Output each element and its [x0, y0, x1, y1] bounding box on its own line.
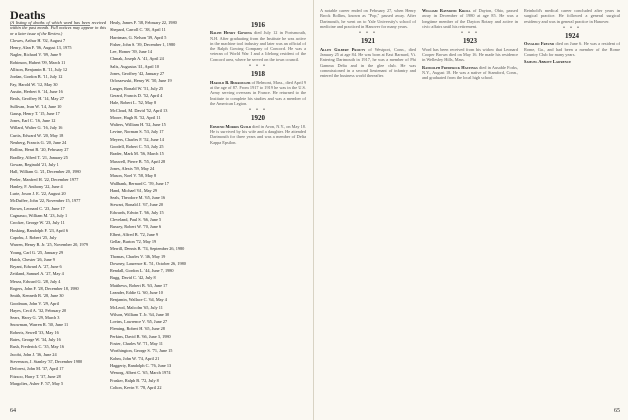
death-list-item: Cleveland, Paul S. '66, June 5: [110, 217, 162, 223]
death-list-item: Walters, William H. '52, June 15: [110, 122, 166, 128]
obituary-column-1924: Reinhold's medical career concluded after years in surgical practice. He followed a general surgical residency and was in general practice in Hanover. • • • 1924 Osvaldo Freund died on June 6. He was a resident of Rome, Ga., and had been a member of the Rome Country Club for many years. Samuel Abbott Lawrence: [524, 8, 620, 65]
death-list-item: Rogers, John F. '28, December 18, 1980: [10, 285, 79, 291]
obituary-name: Allen Gilbert Prouty: [320, 46, 366, 52]
death-list-item: McCloud, M. David '52, April 13: [110, 107, 168, 113]
death-list-item: Warren, Henry B. Jr. '25, November 20, 1979: [10, 242, 88, 248]
year-heading: 1921: [361, 37, 375, 46]
death-list-item: Brown, Leonard C. '23, June 17: [10, 205, 65, 211]
death-list-item: Harriman, G. Nelson '39, April 5: [110, 34, 167, 40]
death-list-item: Thomas, Charles V. '46, May 19: [110, 253, 166, 259]
death-list-item: Haggerty, Randolph C. '76, June 13: [110, 362, 172, 368]
death-list-item: Fitzsoo, Harry T. '37, June 28: [10, 373, 61, 379]
death-list-item: Levine, Norman S. '53, July 17: [110, 129, 164, 135]
death-list-item: Orloszewski, Henry W. '50, June 19: [110, 78, 172, 84]
death-list-item: Shepard, Carroll C. '38, April 11: [110, 27, 166, 33]
death-list-item: Frasker, Ralph B. '72, July 8: [110, 377, 159, 383]
death-list-item: Stewart, Ronald J. '67, June 20: [110, 202, 164, 208]
death-list-item: Beals, Geoffrey H. '14, May 27: [10, 96, 64, 102]
death-list-column: [10, 20, 106, 402]
death-list-item: Hall, William G. '21, December 20, 1980: [10, 169, 81, 175]
death-list-item: Goodell, Robert C. '53, July 25: [110, 144, 164, 150]
death-list-item: Mason, Noel V. '58, May 8: [110, 173, 157, 179]
death-list-item: Elbert, Alfred B. '72, June 9: [110, 231, 159, 237]
obituary-name: Samuel Abbott Lawrence: [524, 59, 572, 65]
death-list-item: Gellar, Burton '72, May 19: [110, 238, 157, 244]
death-list-item: Young, Carl G. '25, January 29: [10, 249, 64, 255]
death-list-item: McLeod, Malcolm '65, July 11: [110, 304, 163, 310]
death-list-item: Benjamin, Wallace C. '64, May 4: [110, 297, 167, 303]
death-list-item: Hosking, Randolph F. '23, April 6: [10, 227, 68, 233]
divider: • • •: [563, 25, 581, 31]
year-heading: 1920: [251, 114, 265, 123]
death-list-item: Gausp, Henry T. '15, June 17: [10, 110, 60, 116]
obituary-name: Edmund Morris Guild: [210, 123, 251, 129]
death-list-continued: [110, 20, 206, 390]
year-heading: 1923: [463, 37, 477, 46]
year-heading: 1918: [251, 70, 265, 79]
death-list-item: Rendall, Gordon L. '44, June 7, 1980: [110, 268, 174, 274]
death-list-item: Deforest, John M. '37, April 17: [10, 366, 64, 372]
death-list-item: Foster, Charles W. '71, May 11: [110, 341, 163, 347]
obituary-name: William Raymond Kroll: [422, 8, 471, 13]
death-list-item: Colton, Kevin V. '78, April 22: [110, 384, 162, 390]
death-list-item: Fay, Harold W. '12, May 30: [10, 81, 58, 87]
death-list-item: Hayes, Cecil A. '32, February 20: [10, 307, 67, 313]
death-list-item: Curtis, Edward W. '20, May 18: [10, 132, 64, 138]
divider: • • •: [249, 64, 267, 70]
page-number-left: 64: [10, 408, 16, 414]
death-list-item: Jones, Geoffrey '42, January 27: [110, 71, 165, 77]
death-list-item: Fleming, Robert H. '65, June 28: [110, 326, 165, 332]
obituary-name: Harold B. Burroughs: [210, 79, 251, 85]
death-list-item: Jones, Alexis '59, May 24: [110, 165, 155, 171]
death-list-item: Meyers, Charles F. '52, June 14: [110, 136, 164, 142]
death-list-item: Lovins, Lawrence V. '65, June 27: [110, 319, 168, 325]
year-heading: 1924: [565, 32, 579, 41]
death-list-item: Hatch, Chester '26, June 9: [10, 256, 55, 262]
death-list-item: Willard, Walter G. '16, July 16: [10, 125, 63, 131]
death-list: [10, 38, 106, 386]
death-list-item: Jacobi, John J. '36, June 24: [10, 351, 57, 357]
page-number-right: 65: [614, 408, 620, 414]
death-list-item: Robinson, Hubert '09, March 11: [10, 59, 66, 65]
death-list-item: Bates, George W. '34, July 16: [10, 337, 61, 343]
death-list-item: Seals, Theodore M. '65, June 16: [110, 195, 166, 201]
death-list-item: Downey, Laurence K. '51, October 26, 1980: [110, 260, 186, 266]
death-list-item: Neuberg, Francis G. '20, June 24: [10, 140, 67, 146]
right-page: [314, 0, 628, 420]
death-list-item: Allison, Benjamin R. '11, July 12: [10, 67, 68, 73]
death-list-item: Henry, Alan F. '06, August 13, 1975: [10, 45, 72, 51]
death-list-item: Jordan, Gordon B. '11, July 12: [10, 74, 63, 80]
death-list-item: Hale, Robert L. '52, May 8: [110, 100, 157, 106]
death-list-item: Rush, Frederick C. '35, May 16: [10, 344, 65, 350]
death-list-item: Leander, Eddie G. '60, June 10: [110, 289, 163, 295]
death-list-item: Moore, Hugh R. '52, April 11: [110, 114, 161, 120]
death-list-item: McDuffee, John '22, November 15, 1977: [10, 198, 81, 204]
death-list-item: Langer, Ronald W. '51, July 25: [110, 85, 164, 91]
death-list-item: Roberts, Sewell '33, May 16: [10, 329, 59, 335]
death-list-item: Capobu, J. Robert '25, July: [10, 234, 57, 240]
death-list-item: Jones, Earl C. '16, June 12: [10, 118, 56, 124]
death-list-item: Sullivan, Ivan W. '14, June 10: [10, 103, 62, 109]
death-list-item: Bradley, Alfred T. '21, January 25: [10, 154, 68, 160]
obituary-name: Randolph Frederick Hastings: [422, 64, 478, 70]
divider: • • •: [461, 31, 479, 37]
death-list-item: Cagnasso, William M. '23, July 1: [10, 213, 68, 219]
death-list-item: Crocker, George W. '23, July 11: [10, 220, 65, 226]
death-list-item: Wallbank, Bernard C. '59, June 17: [110, 180, 169, 186]
death-list-item: Edwards, Edwin T. '66, July 15: [110, 209, 164, 215]
year-heading: 1916: [251, 21, 265, 29]
death-list-item: Merrill, Dennis B. '74, September 26, 1980: [110, 246, 185, 252]
death-list-item: Rollins, Henri B. '20, February 27: [10, 147, 69, 153]
death-list-item: Nagler, Richard V. '09, June 9: [10, 52, 62, 58]
obituary-name: Ralph Henry Gowing: [210, 30, 252, 36]
death-list-item: Wenorg, Albert C. '65, March 1974: [110, 370, 171, 376]
death-list-item: Smith, Kenneth B. '28, June 30: [10, 293, 64, 299]
death-list-item: Brader, Mark M. '56, March 15: [110, 151, 164, 157]
death-list-item: Chmak, Joseph A. '41, April 24: [110, 56, 164, 62]
obituary-column-1923: William Raymond Kroll of Dayton, Ohio, passed away in December of 1980 at age 85. He was a longtime member of the Dayton Rotary and active in civic affairs until his retirement. • • • 1923 Word has been received from his widow that Leonard Cooper Brown died on May 16. He made his residence in Wellesley Hills, Mass. Randolph Frederick Hastings died in Ausable Forks, N.Y., August 18. He was a native of Stamford, Conn., and graduated from the local high school.: [422, 8, 518, 81]
death-list-item: Salis, Augustus '41, April 10: [110, 63, 160, 69]
death-list-item: Bryant, Edward A. '27, June 6: [10, 264, 62, 270]
death-list-item: Bussey, Robert W. '70, June 6: [110, 224, 162, 230]
death-list-item: Lurie, Joson J. E. '22, August 20: [10, 191, 66, 197]
death-list-item: Fisher, John S. '39, December 1, 1980: [110, 41, 176, 47]
death-list-item: Stevenson, J. Stanley '37, December 1980: [10, 358, 83, 364]
death-list-item: Gerard, Francis D. '52, April 4: [110, 92, 163, 98]
death-list-item: Healy, James F. '38, February 22, 1980: [110, 20, 177, 25]
death-list-item: Snowman, Warren R. '30, June 11: [10, 322, 69, 328]
death-list-item: Maxwell, Pierre B. '55, April 28: [110, 158, 166, 164]
death-list-item: Hand, Michael '61, May 29: [110, 187, 158, 193]
death-list-item: Perkins, David B. '66, June 3, 1980: [110, 333, 171, 339]
death-list-item: Goodman, John V. '29, April: [10, 300, 59, 306]
death-list-item: Lee, Homer '39, June 14: [110, 49, 153, 55]
death-list-column-2: [110, 20, 206, 402]
obituary-name: Osvaldo Freund: [524, 41, 555, 47]
divider: • • •: [249, 108, 267, 114]
death-list-item: Worthington, George S. '71, June 15: [110, 348, 173, 354]
death-list-item: Clowes, Arthur H. '02, August 7: [10, 37, 66, 43]
intro-text: (A listing of deaths of which word has been received within the past month. Full notices may appear in this or a later issue of the Review.): [10, 20, 106, 36]
death-list-item: Gowan, Reginald '21, July 1: [10, 161, 59, 167]
page-title: Deaths: [10, 8, 90, 26]
death-list-item: Hanley, F. Anthony '22, June 4: [10, 183, 63, 189]
death-list-item: Kohm, John W. '74, April 21: [110, 355, 160, 361]
death-list-item: Austin, Herbert S. '14, June 16: [10, 88, 63, 94]
obituary-column-1916: 1916 Ralph Henry Gowing died July 12 in Portsmouth, N.H. After graduating from the Institute he was active in the machine tool industry and later was an official of the Ralph Gowing Company of Concord. He was a veteran of World War I and a lifelong resident of the Concord area, where he served on the town council. • • • 1918 Harold B. Burroughs of Belmont, Mass., died April 9 at the age of 87. From 1917 to 1919 he was in the U.S. Army serving overseas in France. He returned to the Institute to complete his studies and was a member of the American Legion. • • • 1920 Edmund Morris Guild died in Avon, N.Y., on May 18. He is survived by his wife and a daughter. He attended Dartmouth for three years and was a member of Delta Kappa Epsilon.: [210, 21, 306, 145]
death-list-item: Zeitland, Samuel A. '27, May 4: [10, 271, 64, 277]
death-list-item: Wilson, William T. Jr. '64, June 30: [110, 311, 170, 317]
obituary-column-1921: A notable career ended on February 27, when Henry Brock Rollins, known as "Pop," passed away. After Dartmouth, he went on to Yale University's school of medicine and practiced in Hanover for many years. • • • 1921 Allen Gilbert Prouty of Westport, Conn., died January 25 at age 84. He was born at East Barnard, Vt. Entering Dartmouth in 1917, he was a member of Phi Gamma Delta and in the glee club. He was commissioned in a second lieutenant of infantry and entered the business world thereafter.: [320, 8, 416, 79]
death-list-item: Merza, Edward G. '28, July 4: [10, 278, 61, 284]
death-list-item: Sears, Harry G. '29, March 3: [10, 315, 60, 321]
divider: • • •: [359, 31, 377, 37]
death-list-item: Matthews, Robert B. '63, June 17: [110, 282, 168, 288]
death-list-item: Margolies, Asher F. '37, May 5: [10, 380, 64, 386]
death-list-item: Bugg, David C. '42, July 8: [110, 275, 156, 281]
death-list-item: Peeler, Manfred H. '22, December 1977: [10, 176, 79, 182]
